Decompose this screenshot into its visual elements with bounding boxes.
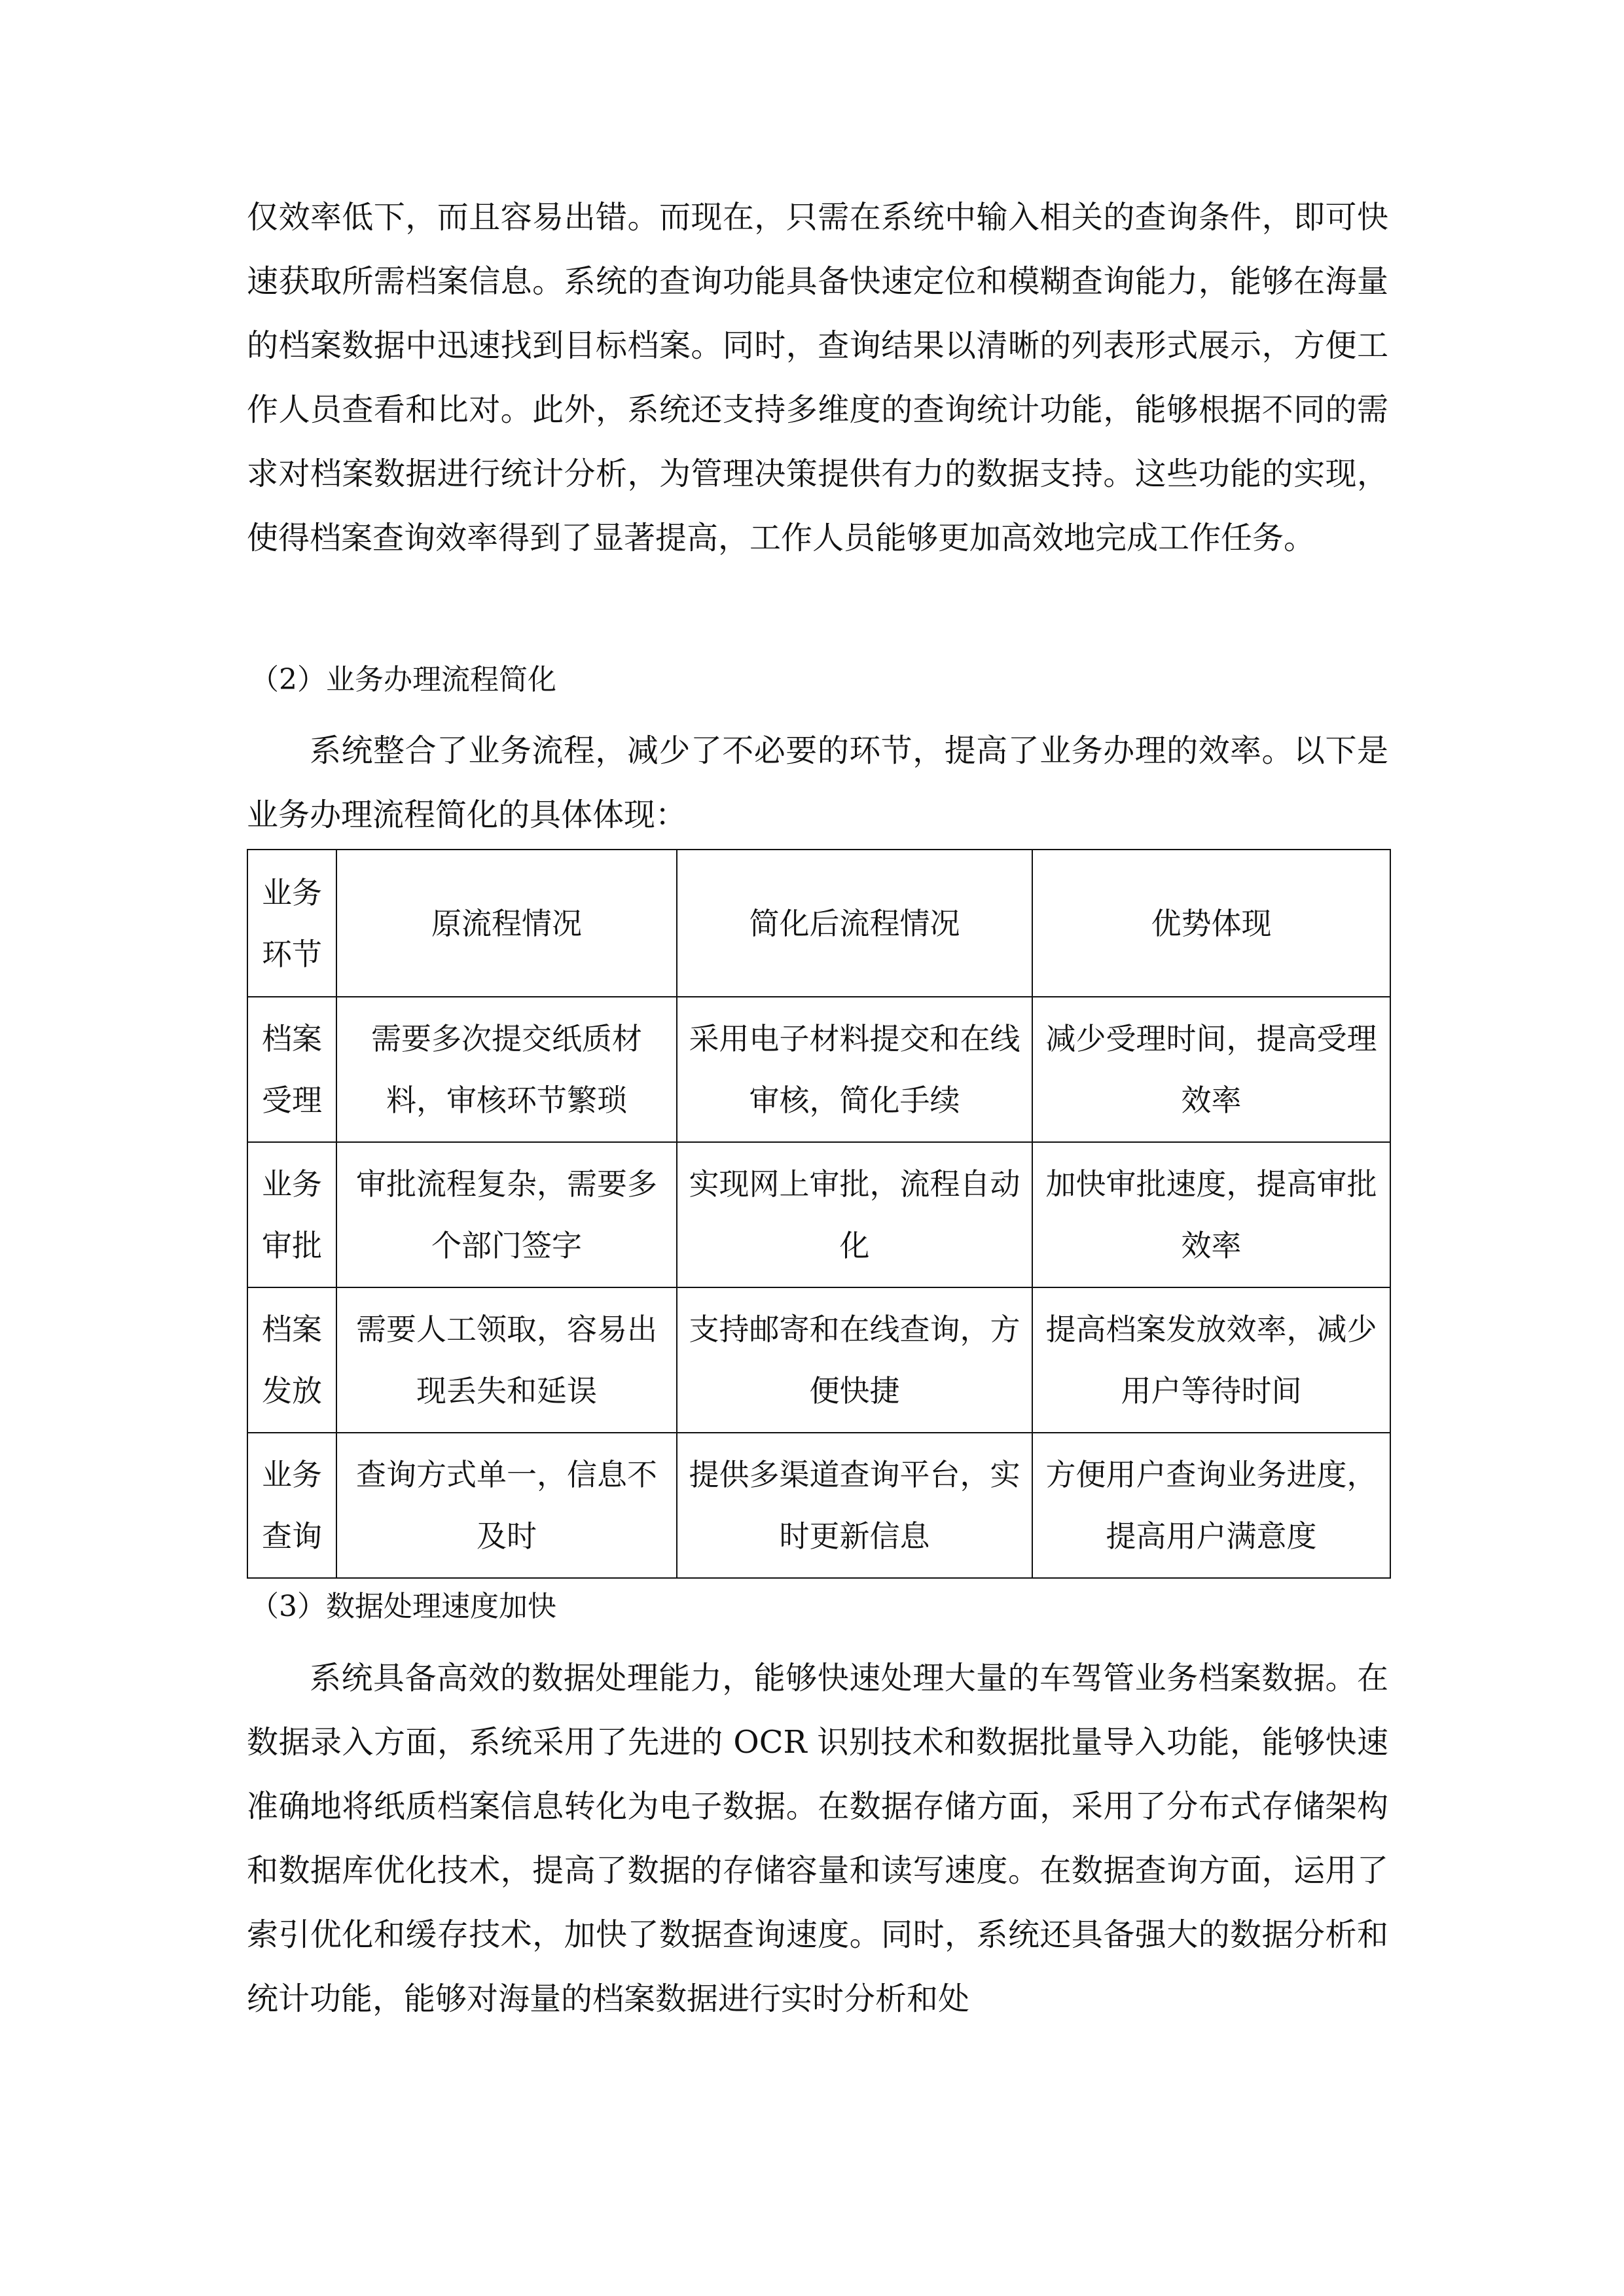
table-cell: 档案受理 bbox=[247, 997, 336, 1142]
table-cell: 方便用户查询业务进度，提高用户满意度 bbox=[1032, 1433, 1390, 1578]
process-comparison-table bbox=[247, 849, 1391, 1579]
table-cell: 需要人工领取，容易出现丢失和延误 bbox=[336, 1287, 677, 1433]
section-heading-process-simplification: （2）业务办理流程简化 bbox=[250, 663, 556, 696]
table-row bbox=[247, 1433, 1390, 1578]
section-heading-data-processing: （3）数据处理速度加快 bbox=[250, 1590, 556, 1623]
table-cell: 减少受理时间，提高受理效率 bbox=[1032, 997, 1390, 1142]
paragraph-data-processing: 系统具备高效的数据处理能力，能够快速处理大量的车驾管业务档案数据。在数据录入方面，系统采用了先进的 OCR 识别技术和数据批量导入功能，能够快速准确地将纸质档案信息转化为电子数据。在数据存储方面，采用了分布式存储架构和数据库优化技术，提高了数据的存储容量和读写速度。在数据查询方面，运用了索引优化和缓存技术，加快了数据查询速度。同时，系统还具备强大的数据分析和统计功能，能够对海量的档案数据进行实时分析和处 bbox=[247, 1660, 1388, 2017]
table-cell: 提高档案发放效率，减少用户等待时间 bbox=[1032, 1287, 1390, 1433]
table-cell: 提供多渠道查询平台，实时更新信息 bbox=[677, 1433, 1032, 1578]
table-cell: 支持邮寄和在线查询，方便快捷 bbox=[677, 1287, 1032, 1433]
table-cell: 加快审批速度，提高审批效率 bbox=[1032, 1142, 1390, 1287]
table-cell: 实现网上审批，流程自动化 bbox=[677, 1142, 1032, 1287]
table-cell: 业务查询 bbox=[247, 1433, 336, 1578]
header-simplified-process: 简化后流程情况 bbox=[677, 850, 1032, 997]
table-cell: 采用电子材料提交和在线审核，简化手续 bbox=[677, 997, 1032, 1142]
table-header-row bbox=[247, 850, 1390, 997]
table-cell: 需要多次提交纸质材料，审核环节繁琐 bbox=[336, 997, 677, 1142]
table-cell: 档案发放 bbox=[247, 1287, 336, 1433]
table-row bbox=[247, 997, 1390, 1142]
paragraph-query-efficiency: 仅效率低下，而且容易出错。而现在，只需在系统中输入相关的查询条件，即可快速获取所需档案信息。系统的查询功能具备快速定位和模糊查询能力，能够在海量的档案数据中迅速找到目标档案。同时，查询结果以清晰的列表形式展示，方便工作人员查看和比对。此外，系统还支持多维度的查询统计功能，能够根据不同的需求对档案数据进行统计分析，为管理决策提供有力的数据支持。这些功能的实现，使得档案查询效率得到了显著提高，工作人员能够更加高效地完成工作任务。 bbox=[247, 199, 1388, 556]
table-cell: 业务审批 bbox=[247, 1142, 336, 1287]
table-cell: 审批流程复杂，需要多个部门签字 bbox=[336, 1142, 677, 1287]
table-row bbox=[247, 1142, 1390, 1287]
header-original-process: 原流程情况 bbox=[336, 850, 677, 997]
header-business-stage: 业务环节 bbox=[247, 850, 336, 997]
table-cell: 查询方式单一，信息不及时 bbox=[336, 1433, 677, 1578]
paragraph-process-intro: 系统整合了业务流程，减少了不必要的环节，提高了业务办理的效率。以下是业务办理流程简化的具体体现： bbox=[247, 732, 1388, 833]
table-row bbox=[247, 1287, 1390, 1433]
header-advantages: 优势体现 bbox=[1032, 850, 1390, 997]
